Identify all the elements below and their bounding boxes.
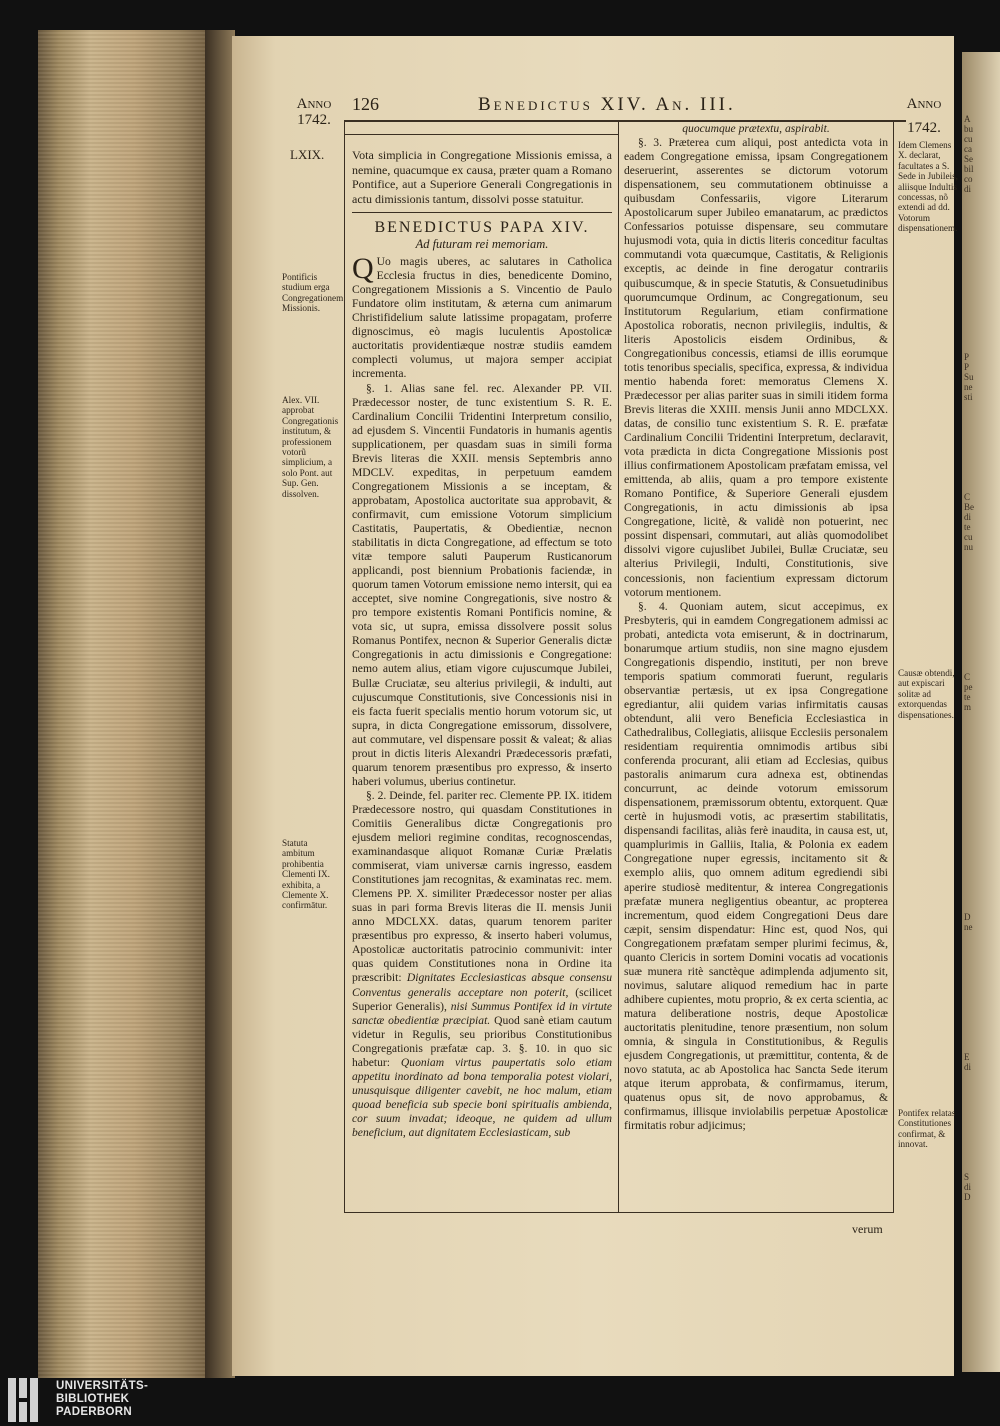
footer-rule bbox=[344, 1212, 894, 1213]
left-text-column bbox=[352, 148, 612, 1140]
paragraph-intro: Uo magis uberes, ac salutares in Catholica Ecclesia fructus in dies, benedicente Domino, Congregationem Missionis a S. Vincentio de Paulo Fundatore olim institutam, & æterna cum animarum Christifidelium salute latissime propagatam, proferre dignoscimus, eò magis luculentis Apostolicæ auctoritatis providentiæque nostræ studiis eamdem complecti volumus, ut majora semper accipiat incrementa. bbox=[352, 255, 612, 381]
section-2-quote-2: nisi Summus Pontifex id in virtute sanctæ obedientiæ præcipiat. bbox=[352, 999, 612, 1027]
gutter-shadow bbox=[205, 30, 235, 1378]
margin-note-6: Pontifex relatas Constitutiones confirmat, & innovat. bbox=[898, 1108, 956, 1150]
document-subtitle: Ad futuram rei memoriam. bbox=[415, 237, 549, 252]
paragraph-section-2 bbox=[352, 789, 612, 1140]
paragraph-section-4: §. 4. Quoniam autem, sicut accepimus, ex Presbyteris, qui in eamdem Congregationem admissi ac probati, antedicta vota emiserunt, & in doctrinarum, bonarumque artium studiis, non sine magno ejusdem Congregationis dispendio, instituti, per non breve temporis spatium commorati fuerunt, regularis observantiæ pertæsis, ut ex ipsa Congregatione egrediantur, alii quidem varias infirmitatis causas obtendunt, alii vero Beneficia Ecclesiastica in Cathedralibus, Collegiatis, aliisque Ecclesiis personalem residentiam requirentia omnimodis artibus sibi conferenda procurant, alii etiam ad Ecclesias, quibus pastoralis animarum cura adnexa est, obtinendas concurrunt, ac deinde votorum emissorum dispensationem, præmissorum obtentu, extorquent. Quæ certè in hujusmodi votis, ac præsertim stabilitatis, dispensandi facilitas, aliàs ferè inaudita, in causa est, ut, quamplurimis in Galliis, Italia, & Polonia ex eadem Congregatione nuper egressis, incitamento sit & exemplo aliis, quo omnem aditum egrediendi sibi aperire studiosè meditentur, & interea Congregationis præfatæ munera negligentius obeantur, ac propterea incrementum, quod eidem Congregationi Deus dare cæpit, sensim dispendatur: Hinc est, quod Nos, qui Congregationem præfatam semper plurimi fecimus, &, quanto Clericis in sortem Domini vocatis ad vocationis suæ munera ritè sanctèque adimplenda adjumento sit, novimus, salutare aliquod remedium hac in parte adhibere cupientes, motu proprio, & ex certa scientia, ac matura deliberatione nostris, deque Apostolicæ auctoritatis plenitudine, tenore præsentium, non solum omnia, & singula in Constitutionibus, & Regulis ejusdem Congregationis, ut præmittitur, contenta, & de novo statuta, ac ab Apostolica hac Sancta Sede iterum atque iterum approbata, & confirmamus, iterum, quatenus opus sit, de novo approbamus, & confirmamus, illisque inviolabilis perpetuæ Apostolicæ firmitatis robur adjicimus; bbox=[624, 599, 888, 1133]
logo-line-2: BIBLIOTHEK bbox=[56, 1393, 130, 1405]
paragraph-section-3: §. 3. Præterea cum aliqui, post antedicta vota in eadem Congregatione emissa, ipsam Congregationem deseruerint, asserentes se dictorum votorum dispensationem, seu commutationem obtinuisse a quibusdam Confessariis, vigore Literarum Apostolicarum super Jubileo emanatarum, ac prædictos Confessarios potuisse dispensare, seu commutare hujusmodi vota, quia in dictis literis conceditur facultas commutandi vota quæcumque, Castitatis, & Religionis exceptis, ac deinde in fine derogatur contrariis quibuscumque, & in specie Statutis, & Consuetudinibus quorumcumque Ordinum, ac Congregationum, seu Institutorum Regularium, etiam confirmatione Apostolica roboratis, necnon privilegiis, indultis, & literis Apostolicis eisdem Ordinibus, & Congregationibus concessis, etiamsi de illis eorumque totis tenoribus specialis, specifica, expressa, & individua mentio habenda foret: memoratus Clemens X. Prædecessor per alias pariter suas in simili itidem forma Brevis literas die XXIII. mensis Junii anno MDCLXX. datas, de consilio tunc existentium S. R. E. præfatæ Cardinalium Concilii Tridentini Interpretum, declaravit, vota prædicta in dicta Congregatione Missionis post illius confirmationem Apostolicam præfatam emissa, vel emittenda, ab aliis, quam a pro tempore existente Romano Pontifice, & Superiore Generali ejusdem Congregationis, in actu dimissionis ab ipsa Congregatione, licitè, & validè non potuerint, nec possint dispensari, commutari, aut aliàs quomodolibet dissolvi vigore cujuslibet Jubilei, Bullæ Cruciatæ, seu alterius Privilegii, Indulti, Constitutionis, sive concessionis, non facientium expressam dictorum votorum mentionem. bbox=[624, 136, 888, 599]
year-right: 1742. bbox=[907, 120, 941, 136]
anno-left: Anno bbox=[296, 96, 332, 112]
logo-line-1: UNIVERSITÄTS- bbox=[56, 1380, 149, 1392]
dropcap: Q bbox=[352, 252, 374, 286]
page-number: 126 bbox=[352, 94, 379, 114]
catchword: verum bbox=[852, 1222, 883, 1236]
header-year-right bbox=[896, 96, 952, 136]
margin-note-5: Causæ obtendi, aut expiscari solitæ ad extorquendas dispensationes. bbox=[898, 668, 955, 720]
left-frame-rule bbox=[344, 122, 345, 1212]
section-2-quote-3: Quoniam virtus paupertatis solo etiam appetitu inordinato ad bona temporalia potest violari, unusquisque diligenter cavebit, ne hoc malum, etiam quoad beneficia sub specie boni spiritualis ambienda, cor suum invadat; ideoque, ne quidem ad ullum beneficium, aut dignitatem Ecclesiasticam, sub bbox=[352, 1055, 612, 1139]
document-number: LXIX. bbox=[290, 147, 325, 162]
paragraph-section-1: §. 1. Alias sane fel. rec. Alexander PP. VII. Prædecessor noster, de tunc existentium S. R. E. Cardinalium Concilii Tridentini Interpretum consilio, ad ejusdem S. Vincentii Fundatoris in humanis agentis supplicationem, per quasdam suas in simili forma Brevis literas die XXII. mensis Septembris anno MDCLV. expeditas, in perpetuum eamdem Congregationem Missionis a se inceptam, & approbatam, Apostolica auctoritate sua approbavit, & confirmavit, cum emissione Votorum simplicium Castitatis, Paupertatis, & Obedientiæ, necnon stabilitatis in dicta Congregatione, ad effectum se toto vitæ tempore saluti Pauperum Rusticanorum applicandi, post biennium Probationis faciendæ, in quorum tamen Votorum emissione nemo intersit, qui ea acceptet, sive nomine Congregationis, sive nostro & pro tempore existentis Romani Pontificis nomine, & vota sic, ut supra, emissa dissolvere possit solus Romanus Pontifex, necnon & Superior Generalis dictæ Congregationis in actu dimissionis e Congregatione: nemo autem alius, etiam vigore cujuscumque Jubilei, Bullæ Cruciatæ, seu alterius privilegii, & indulti, aut cujuscumque Constitutionis, sive Concessionis nisi in eis facta fuerit specialis mentio horum votorum sic, ut supra, in dicta Congregatione emissorum, dissolvere, aut commutare, vel dispensare possit & valeat; & alias prout in dictis literis Alexandri Prædecessoris præfati, quarum tenorem præsentibus pro expresso, & inserto haberi volumus, uberius continetur. bbox=[352, 381, 612, 788]
year-left: 1742. bbox=[297, 112, 331, 128]
right-frame-rule bbox=[893, 122, 894, 1212]
header-year-left bbox=[286, 96, 342, 128]
running-title: Benedictus XIV. An. III. bbox=[478, 94, 736, 115]
library-logo-text bbox=[56, 1380, 148, 1419]
document-summary: Vota simplicia in Congregatione Missionis emissa, a nemine, quacumque ex causa, præter quam a Romano Pontifice, aut a Superiore Generali Congregationis in actu dimissionis tantum, dissolvi posse statuitur. bbox=[352, 148, 612, 206]
margin-note-4: Idem Clemens X. declarat, facultates a S. Sede in Jubileis, aliisque Indultis concessas, nõ extendi ad dd. Votorum dispensationem. bbox=[898, 140, 958, 234]
section-2-text-2: Quod sanè etiam cautum videtur in Regulis, seu prioribus Constitutionibus Congregationis præfatæ cap. 3. §. 10. in quo sic habetur: bbox=[352, 1013, 612, 1069]
footer-bar bbox=[0, 1378, 1000, 1426]
section-2-aside: (scilicet Superior Generalis), bbox=[352, 985, 612, 1013]
right-text-column bbox=[624, 122, 888, 1133]
summary-top-rule bbox=[344, 134, 618, 135]
anno-right: Anno bbox=[906, 96, 942, 112]
column-divider bbox=[618, 122, 619, 1212]
section-2-quote-1: Dignitates Ecclesiasticas absque consensu Conventus generalis acceptare non poterit, bbox=[352, 971, 612, 999]
right-page-fragment: A bu cu ca Se bil co di P P Su ne sti C Be di te cu nu C pe te m D ne E di S di D bbox=[962, 52, 1000, 1372]
margin-note-3: Statuta ambitum prohibentia Clementi IX. exhibita, a Clemente X. confirmātur. bbox=[282, 838, 330, 911]
right-page-letters: A bu cu ca Se bil co di bbox=[964, 114, 974, 194]
logo-line-3: PADERBORN bbox=[56, 1406, 132, 1418]
margin-note-1: Pontificis studium erga Congregationem Missionis. bbox=[282, 272, 344, 314]
document-title: BENEDICTUS PAPA XIV. bbox=[374, 219, 590, 236]
library-logo-mark bbox=[8, 1378, 44, 1422]
continuation-line: quocumque prætextu, aspirabit. bbox=[682, 122, 830, 135]
margin-note-2: Alex. VII. approbat Congregationis institutum, & professionem votorũ simplicium, a solo Pont. aut Sup. Gen. dissolven. bbox=[282, 395, 339, 499]
section-2-text: §. 2. Deinde, fel. pariter rec. Clemente PP. IX. itidem Prædecessore nostro, qui quasdam Constitutiones in Comitiis Generalibus dictæ Congregationis pro ejusdem meliori regimine conditas, recognoscendas, examinandasque aliquot Romanæ Curiæ Prælatis commiserat, viam universæ carnis ingresso, easdem Constitutiones jam recognitas, & examinatas rec. mem. Clemens PP. X. similiter Prædecessor noster per alias suas in pari forma Brevis literas die II. mensis Junii anno MDCLXX. datas, quarum tenorem pariter præsentibus pro expresso, & inserto haberi volumus, Apostolicæ auctoritatis patrocinio communivit: inter quas quidem Constitutiones nona in Ordine ita præscribit: bbox=[352, 788, 612, 985]
book-page-edges bbox=[38, 30, 213, 1378]
